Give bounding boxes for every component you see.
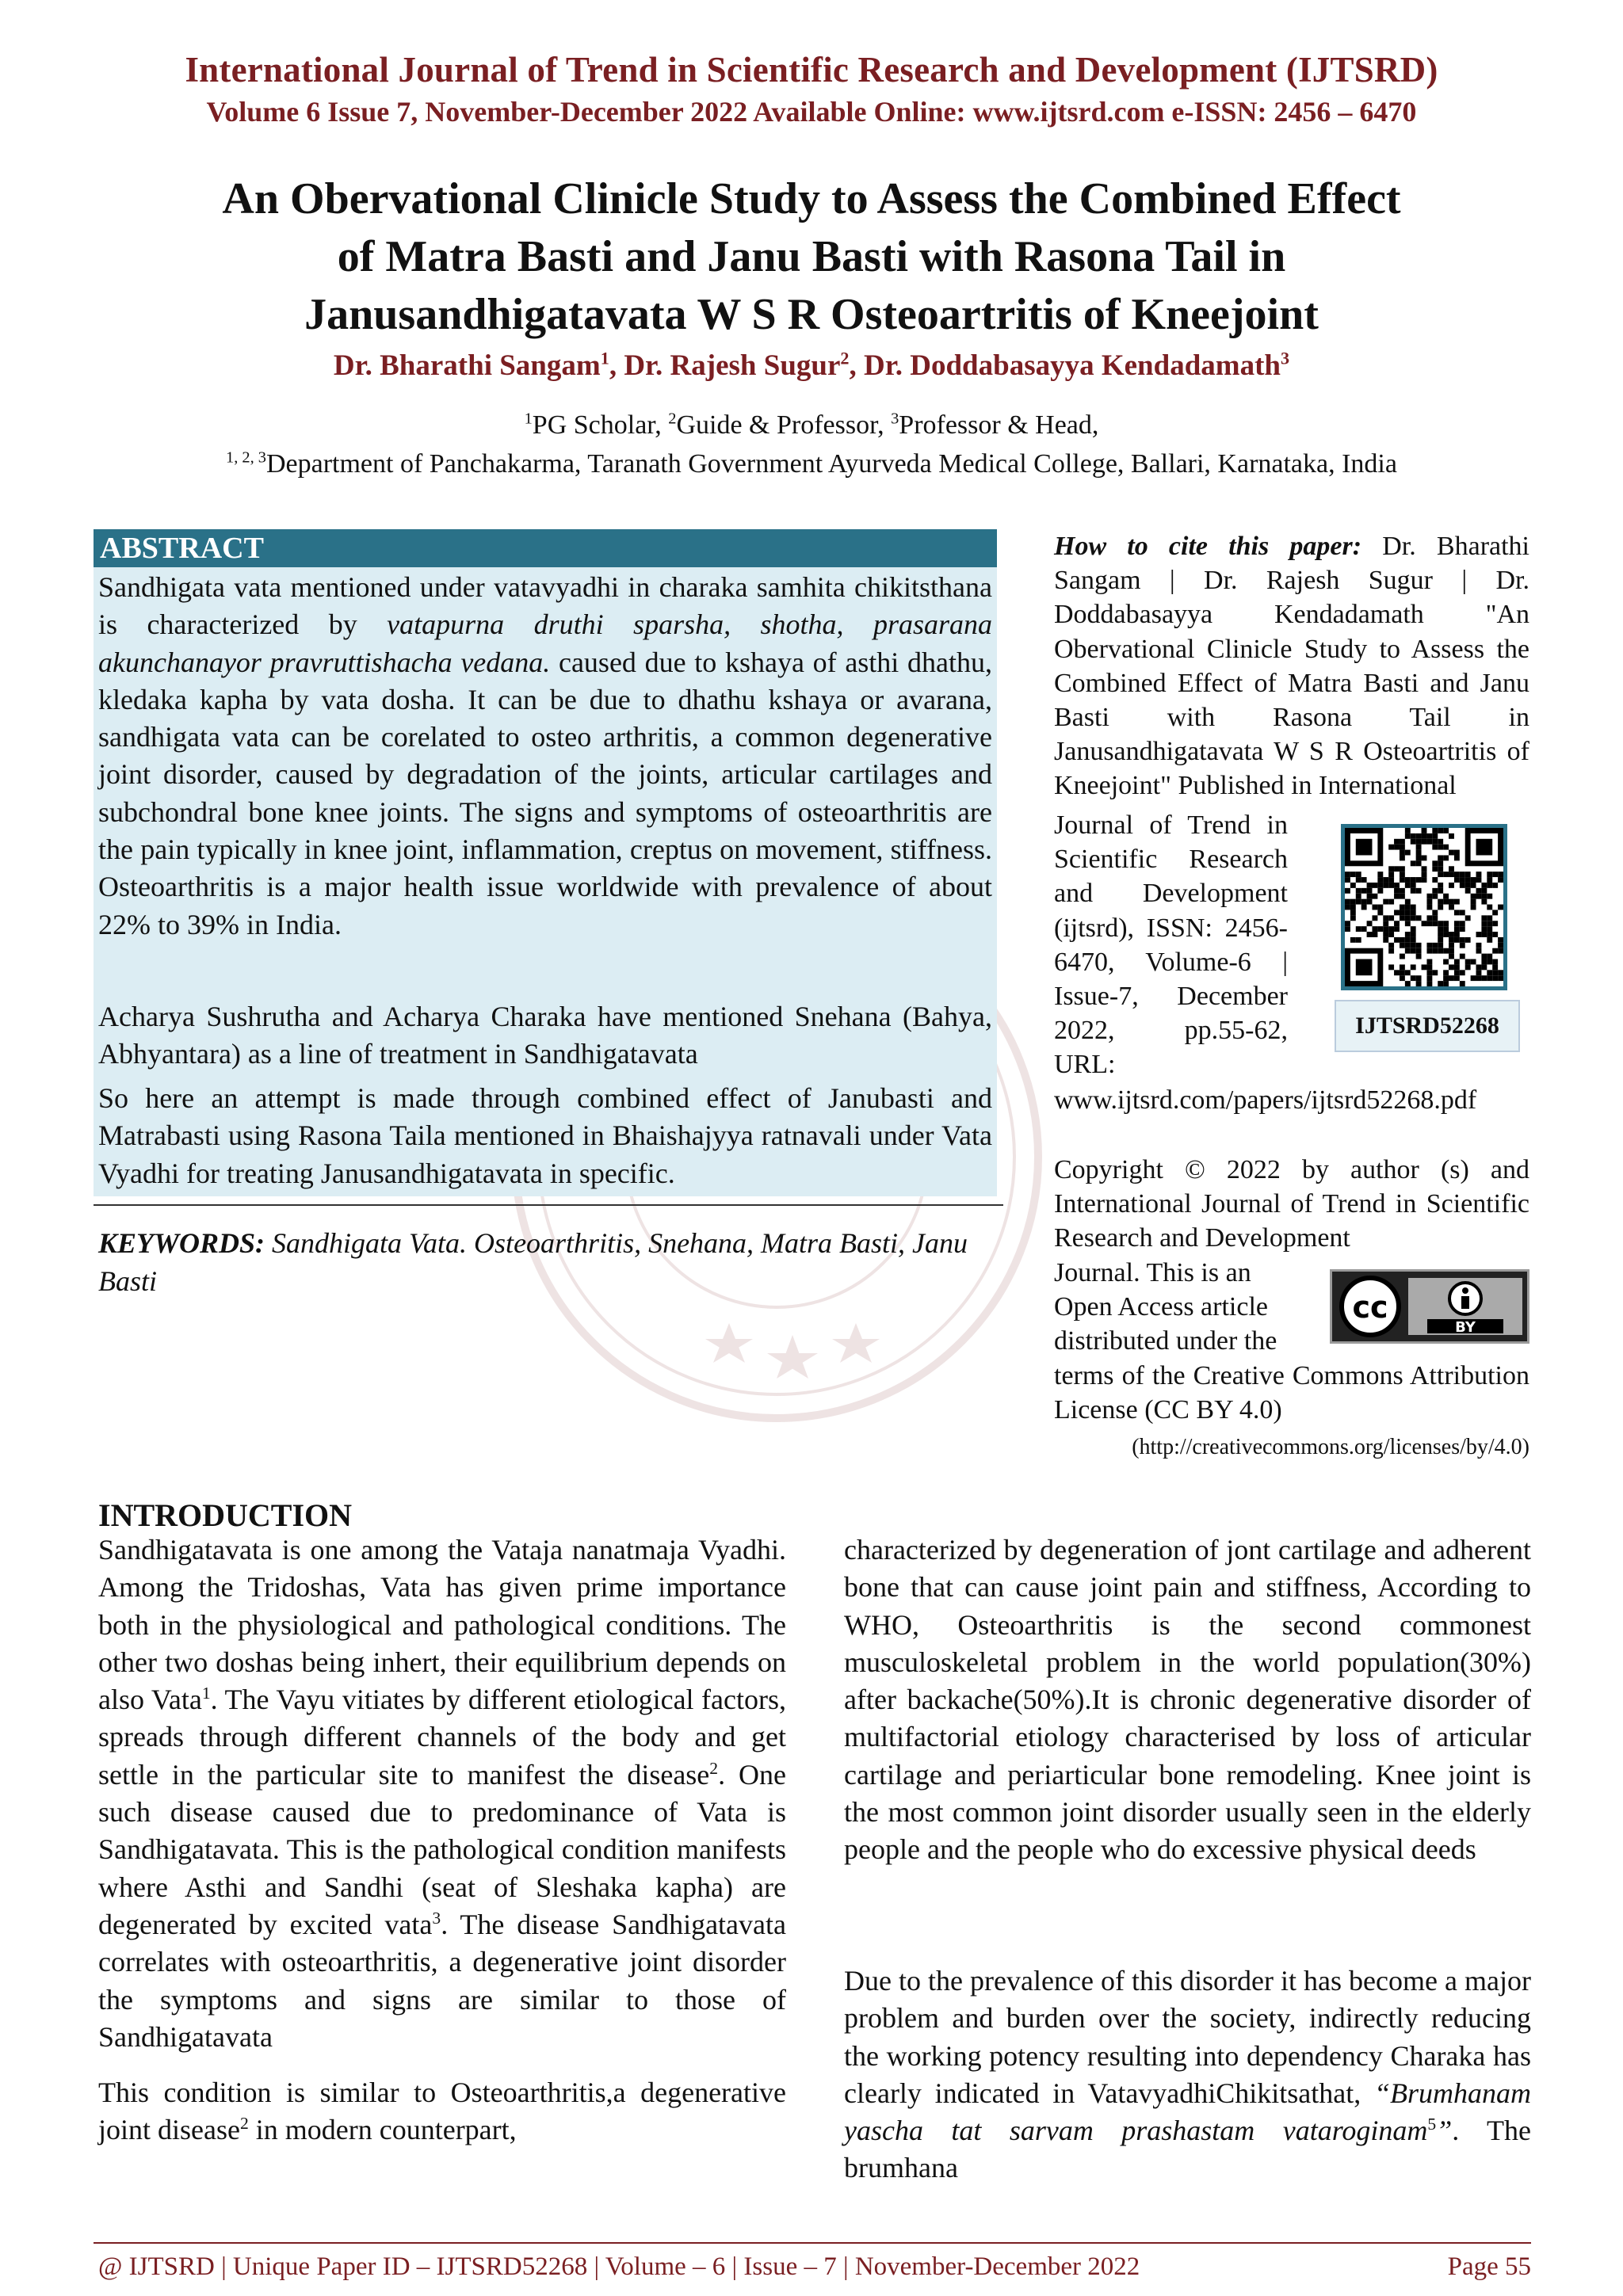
- title-line: An Obervational Clinicle Study to Assess the Combined Effect: [222, 174, 1401, 223]
- citation-text: How to cite this paper: Dr. Bharathi Sangam | Dr. Rajesh Sugur | Dr. Doddabasayya Kendadamath "An Obervational Clinicle Study to Assess the Combined Effect of Matra Basti and Janu Basti with Rasona Tail in Janusandhigatavata W S R Osteoartritis of Kneejoint" Published in International: [1054, 532, 1530, 801]
- journal-title: International Journal of Trend in Scientific Research and Development (IJTSRD): [185, 50, 1438, 90]
- abstract-heading: ABSTRACT: [94, 529, 997, 567]
- introduction-heading: INTRODUCTION: [98, 1497, 353, 1533]
- by-badge-text: BY: [1455, 1319, 1476, 1336]
- intro-right-paragraph: Due to the prevalence of this disorder it has become a major problem and burden over the society, indirectly reducing the working potency resulting into dependency Charaka has clearly indicated in VatavyadhiChikitsathat, “Brumhanam yascha tat sarvam prashastam vataroginam$^5$”. The brumhana: [844, 1965, 1531, 2184]
- citation-label: How to cite this paper:: [1054, 532, 1362, 561]
- paper-id-badge: IJTSRD52268: [1335, 1000, 1520, 1052]
- paper-title: [95, 170, 1528, 344]
- title-line: of Matra Basti and Janu Basti with Rasona Tail in: [337, 232, 1286, 281]
- volume-line: Volume 6 Issue 7, November-December 2022 Available Online: www.ijtsrd.com e-ISSN: 2456 – 6470: [206, 96, 1417, 128]
- license-url[interactable]: (http://creativecommons.org/licenses/by/4.0): [1132, 1435, 1529, 1459]
- footer-rule: [94, 2242, 1531, 2244]
- intro-right-paragraph: characterized by degeneration of jont cartilage and adherent bone that can cause joint pain and stiffness, According to WHO, Osteoarthritis is the second commonest musculoskeletal problem in the world population(30%) after backache(50%).It is chronic degenerative disorder of multifactorial etiology characterised by loss of articular cartilage and periarticular bone remodeling. Knee joint is the most common joint disorder usually seen in the elderly people and the people who do excessive physical deeds: [844, 1534, 1531, 1866]
- affiliation-department: $^{1, 2, 3}$Department of Panchakarma, Taranath Government Ayurveda Medical College, Ballari, Karnataka, India: [226, 448, 1397, 479]
- abstract-paragraph: So here an attempt is made through combined effect of Janubasti and Matrabasti using Rasona Taila mentioned in Bhaishajyya ratnavali under Vata Vyadhi for treating Janusandhigatavata in specific.: [98, 1082, 992, 1189]
- citation-url[interactable]: www.ijtsrd.com/papers/ijtsrd52268.pdf: [1054, 1085, 1477, 1115]
- author-name: Dr. Bharathi Sangam: [333, 349, 601, 382]
- title-line: Janusandhigatavata W S R Osteoartritis of Kneejoint: [304, 290, 1319, 339]
- cc-by-icon: [1332, 1272, 1527, 1341]
- citation-text-continued: Journal of Trend in Scientific Research and Development (ijtsrd), ISSN: 2456-6470, Volume-6 | Issue-7, December 2022, pp.55-62, URL:: [1054, 810, 1288, 1080]
- cc-badge-text: cc: [1352, 1290, 1388, 1325]
- affiliation-roles: $^1$PG Scholar, $^2$Guide & Professor, $^3$Professor & Head,: [524, 410, 1099, 440]
- intro-left-paragraph: Sandhigatavata is one among the Vataja nanatmaja Vyadhi. Among the Tridoshas, Vata has given prime importance both in the physiological and pathological conditions. The other two doshas being inhert, their equilibrium depends on also Vata$^1$. The Vayu vitiates by different etiological factors, spreads through different channels of the body and get settle in the particular site to manifest the disease$^2$. One such disease caused due to predominance of Vata is Sandhigatavata. This is the pathological condition manifests where Asthi and Sandhi (seat of Sleshaka kapha) are degenerated by excited vata$^3$. The disease Sandhigatavata correlates with osteoarthritis, a degenerative joint disorder the symptoms and signs are similar to those of Sandhigatavata: [98, 1534, 787, 2053]
- intro-left-paragraph: This condition is similar to Osteoarthritis,a degenerative joint disease$^2$ in modern counterpart,: [98, 2077, 786, 2146]
- abstract-paragraph: Acharya Sushrutha and Acharya Charaka have mentioned Snehana (Bahya, Abhyantara) as a line of treatment in Sandhigatavata: [98, 1001, 992, 1070]
- author-sup: 2: [840, 348, 850, 368]
- copyright-text-continued: Journal. This is an Open Access article distributed under the: [1054, 1258, 1277, 1356]
- keywords: KEYWORDS: Sandhigata Vata. Osteoarthritis, Snehana, Matra Basti, Janu Basti: [98, 1227, 968, 1297]
- abstract-divider: [94, 1204, 1003, 1206]
- page-number: Page 55: [1447, 2252, 1531, 2281]
- author-name: Dr. Doddabasayya Kendadamath: [864, 349, 1281, 382]
- copyright-license-text: terms of the Creative Commons Attribution License (CC BY 4.0): [1054, 1361, 1529, 1425]
- author-list: Dr. Bharathi Sangam$^1$, Dr. Rajesh Sugur$^2$, Dr. Doddabasayya Kendadamath$^3$: [333, 348, 1290, 382]
- abstract-paragraph: Sandhigata vata mentioned under vatavyadhi in charaka samhita chikitsthana is characterized by vatapurna druthi sparsha, shotha, prasarana akunchanayor pravruttishacha vedana. caused due to kshaya of asthi dhathu, kledaka kapha by vata dosha. It can be due to dhathu kshaya or avarana, sandhigata vata can be corelated to osteo arthritis, a common degenerative joint disorder, caused by degradation of the joints, articular cartilages and subchondral bone knee joints. The signs and symptoms of osteoarthritis are the pain typically in knee joint, inflammation, creptus on movement, stiffness. Osteoarthritis is a major health issue worldwide with prevalence of about 22% to 39% in India.: [98, 571, 993, 940]
- author-sup: 1: [600, 348, 609, 368]
- footer-info: @ IJTSRD | Unique Paper ID – IJTSRD52268 | Volume – 6 | Issue – 7 | November-December 2022: [98, 2252, 1140, 2281]
- page-footer: [98, 2252, 1531, 2282]
- qr-code-icon: [1341, 824, 1507, 990]
- copyright-text: Copyright © 2022 by author (s) and International Journal of Trend in Scientific Research and Development: [1054, 1155, 1529, 1253]
- author-name: Dr. Rajesh Sugur: [624, 349, 841, 382]
- keywords-label: KEYWORDS:: [98, 1227, 265, 1259]
- cc-by-license-badge[interactable]: [1330, 1269, 1529, 1344]
- author-sup: 3: [1281, 348, 1290, 368]
